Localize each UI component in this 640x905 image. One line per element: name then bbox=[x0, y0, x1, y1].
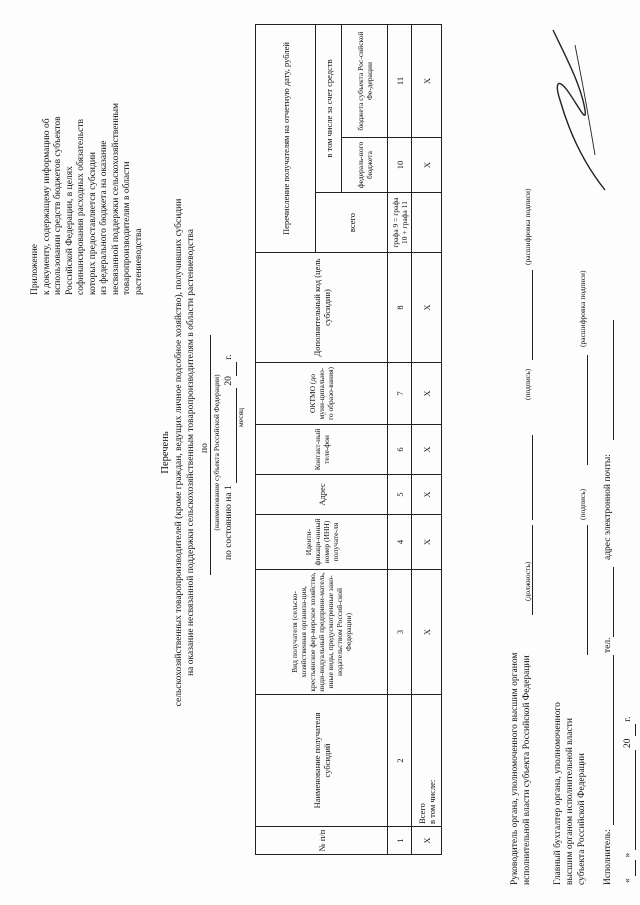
header-oktmo: ОКТМО (до муни-ципально-го образо-вания) bbox=[256, 363, 388, 425]
numbering-row bbox=[388, 25, 412, 855]
annex-line: из федерального бюджета на оказание bbox=[99, 140, 109, 295]
acct-line-2: высшим органом исполнительной власти bbox=[565, 718, 575, 885]
header-fed: федераль-ного бюджета bbox=[342, 138, 388, 193]
col-number: 11 bbox=[388, 25, 412, 138]
header-phone: Контакт-ный теле-фон bbox=[256, 425, 388, 475]
annex-line: софинансирования расходных обязательств bbox=[76, 119, 86, 295]
as-of-prefix: по состоянию на 1 bbox=[224, 485, 234, 560]
header-code: Дополнительный код (цель субсидии) bbox=[256, 253, 388, 363]
head-decode-field bbox=[532, 270, 533, 360]
col-number-formula: графа 9 = графа 10 + графа 11 bbox=[388, 193, 412, 253]
title-line-2: на оказание несвязанной поддержки сельскохозяйственным товаропроизводителям в области растениеводства bbox=[186, 229, 196, 676]
sign-caption: (подпись) bbox=[523, 368, 532, 400]
date-open: « bbox=[623, 878, 633, 883]
email-label: адрес электронной почты: bbox=[603, 454, 613, 560]
date-close: » bbox=[623, 852, 633, 858]
col-number: 2 bbox=[388, 695, 412, 827]
decode-caption: (расшифровка подписи) bbox=[523, 188, 532, 265]
date-suffix: г. bbox=[623, 716, 633, 722]
head-line-1: Руководитель органа, уполномоченного высшим органом bbox=[510, 652, 520, 885]
region-field-line bbox=[210, 335, 211, 575]
recipients-table bbox=[255, 24, 442, 855]
header-type: Вид получателя (сельско-хозяйственная организа-ция, крестьянское фер-мерское хозяйство, инди-видуальный предприни-матель, иные виды, предусмотренные зако-нодательством Россий-ской Федерации) bbox=[256, 570, 388, 695]
total-cell: X bbox=[412, 25, 442, 138]
col-number: 1 bbox=[388, 827, 412, 855]
total-cell: X bbox=[412, 475, 442, 515]
header-num: № п/п bbox=[256, 827, 388, 855]
total-cell: X bbox=[412, 253, 442, 363]
total-cell bbox=[412, 193, 442, 253]
acct-decode-caption: (расшифровка подписи) bbox=[578, 270, 587, 347]
header-total: всего bbox=[316, 193, 388, 253]
month-field bbox=[224, 388, 237, 483]
total-cell: X bbox=[412, 570, 442, 695]
annex-line: которых предоставляется субсидии bbox=[87, 151, 98, 295]
col-number: 4 bbox=[388, 515, 412, 570]
total-row bbox=[412, 25, 442, 855]
year-mark: 20 bbox=[224, 376, 234, 386]
col-number: 8 bbox=[388, 253, 412, 363]
month-caption: месяц bbox=[236, 407, 245, 427]
handwritten-signature-mark bbox=[545, 25, 615, 195]
title-line-1: сельскохозяйственных товаропроизводителей (кроме граждан, ведущих личное подсобное хозяйство), получивших субсидии bbox=[174, 198, 184, 707]
acct-line-1: Главный бухгалтер органа, уполномоченного bbox=[553, 702, 563, 885]
annex-block bbox=[30, 0, 145, 295]
total-mark: X bbox=[412, 827, 442, 855]
date-line bbox=[623, 717, 636, 883]
date-month-field bbox=[623, 750, 636, 850]
executor-field bbox=[613, 655, 614, 825]
total-cell: X bbox=[412, 425, 442, 475]
executor-label: Исполнитель: bbox=[603, 829, 613, 885]
acct-decode-field bbox=[587, 355, 588, 465]
year-suffix: г. bbox=[224, 354, 234, 360]
position-caption: (должность) bbox=[523, 561, 532, 601]
header-address: Адрес bbox=[256, 475, 388, 515]
region-caption: (наименование субъекта Российской Федерации) bbox=[212, 374, 221, 531]
title-po: по bbox=[200, 443, 210, 453]
header-transfer: Перечисление получателям на отчетную дату, рублей bbox=[256, 25, 316, 253]
date-day-field bbox=[623, 860, 636, 876]
total-cell: X bbox=[412, 138, 442, 193]
year-field bbox=[224, 362, 237, 376]
head-sign-field bbox=[532, 435, 533, 520]
annex-line: Приложение bbox=[30, 244, 40, 295]
col-number: 6 bbox=[388, 425, 412, 475]
date-year-field bbox=[623, 724, 636, 736]
header-name: Наименование получателя субсидий bbox=[256, 695, 388, 827]
col-number: 3 bbox=[388, 570, 412, 695]
header-reg: бюджета субъекта Рос-сийской Фе-дерации bbox=[342, 25, 388, 138]
date-year: 20 bbox=[623, 738, 633, 748]
header-inn: Иденти-фикаци-онный номер (ИНН) получате-ля bbox=[256, 515, 388, 570]
acct-line-3: субъекта Российской Федерации bbox=[577, 753, 587, 885]
position-field bbox=[532, 525, 533, 615]
annex-line: к документу, содержащему информацию об bbox=[41, 118, 52, 295]
total-cell: X bbox=[412, 515, 442, 570]
annex-line: товаропроизводителям в области bbox=[122, 161, 132, 295]
col-number: 10 bbox=[388, 138, 412, 193]
header-incl: в том числе за счет средств bbox=[316, 25, 342, 193]
annex-line: растениеводства bbox=[133, 228, 144, 295]
acct-sign-caption: (подпись) bbox=[578, 488, 587, 520]
document-title: Перечень bbox=[160, 431, 171, 474]
head-line-2: исполнительной власти субъекта Российской Федерации bbox=[522, 655, 532, 885]
tel-label: тел. bbox=[603, 637, 613, 653]
total-label: Всего в том числе: bbox=[412, 695, 442, 827]
acct-sign-field bbox=[587, 525, 588, 655]
total-cell: X bbox=[412, 363, 442, 425]
email-field bbox=[613, 320, 614, 440]
header-row bbox=[256, 25, 316, 855]
annex-line: использовании средств бюджетов субъектов bbox=[53, 116, 63, 295]
as-of-label bbox=[224, 355, 237, 561]
annex-line: несвязанной поддержки сельскохозяйственным bbox=[110, 102, 121, 295]
annex-line: Российской Федерации, в целях bbox=[64, 166, 75, 295]
col-number: 5 bbox=[388, 475, 412, 515]
tel-field bbox=[613, 567, 614, 637]
col-number: 7 bbox=[388, 363, 412, 425]
